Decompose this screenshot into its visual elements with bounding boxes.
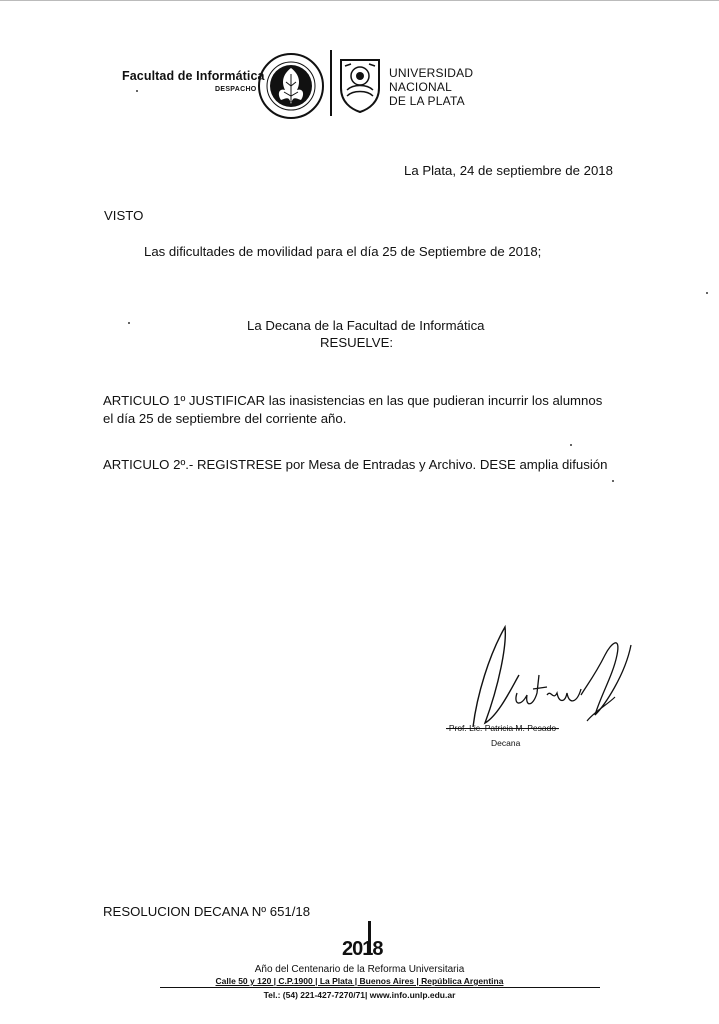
centenary-text: Año del Centenario de la Reforma Universitaria [254,964,465,975]
university-line-2: NACIONAL [389,80,452,94]
resolution-number: RESOLUCION DECANA Nº 651/18 [103,904,311,919]
visto-heading: VISTO [104,208,144,223]
scan-speck [136,90,138,92]
faculty-subtitle: DESPACHO [215,86,257,93]
articulo-1-line-1: ARTICULO 1º JUSTIFICAR las inasistencias en las que pudieran incurrir los alumnos [103,393,603,408]
footer-contact: Tel.: (54) 221-427-7270/71| www.info.unlp.edu.ar [263,990,456,1000]
scan-speck [570,444,572,446]
signature-role: Decana [491,738,521,748]
scan-speck [706,292,708,294]
university-crest-logo [337,54,383,114]
university-name [389,66,473,108]
header-divider [330,50,332,116]
scan-speck [612,480,614,482]
university-line-3: DE LA PLATA [389,94,465,108]
document-date: La Plata, 24 de septiembre de 2018 [404,163,613,178]
footer-address: Calle 50 y 120 | C.P.1900 | La Plata | Buenos Aires | República Argentina [215,976,504,986]
year-mark: 2018 [342,938,383,960]
articulo-1-line-2: el día 25 de septiembre del corriente año. [103,411,347,426]
resuelve-heading: RESUELVE: [320,335,394,350]
faculty-seal-logo [257,52,325,120]
faculty-title: Facultad de Informática [122,69,265,83]
articulo-2: ARTICULO 2º.- REGISTRESE por Mesa de Entradas y Archivo. DESE amplia difusión [103,457,608,472]
visto-text: Las dificultades de movilidad para el día 25 de Septiembre de 2018; [144,244,542,259]
university-line-1: UNIVERSIDAD [389,66,474,80]
decana-line: La Decana de la Facultad de Informática [247,318,485,333]
footer-divider [160,987,600,988]
signature-name: -Prof. Lic. Patricia M. Pesado- [446,723,559,733]
scan-speck [128,322,130,324]
top-border-line [0,0,719,1]
